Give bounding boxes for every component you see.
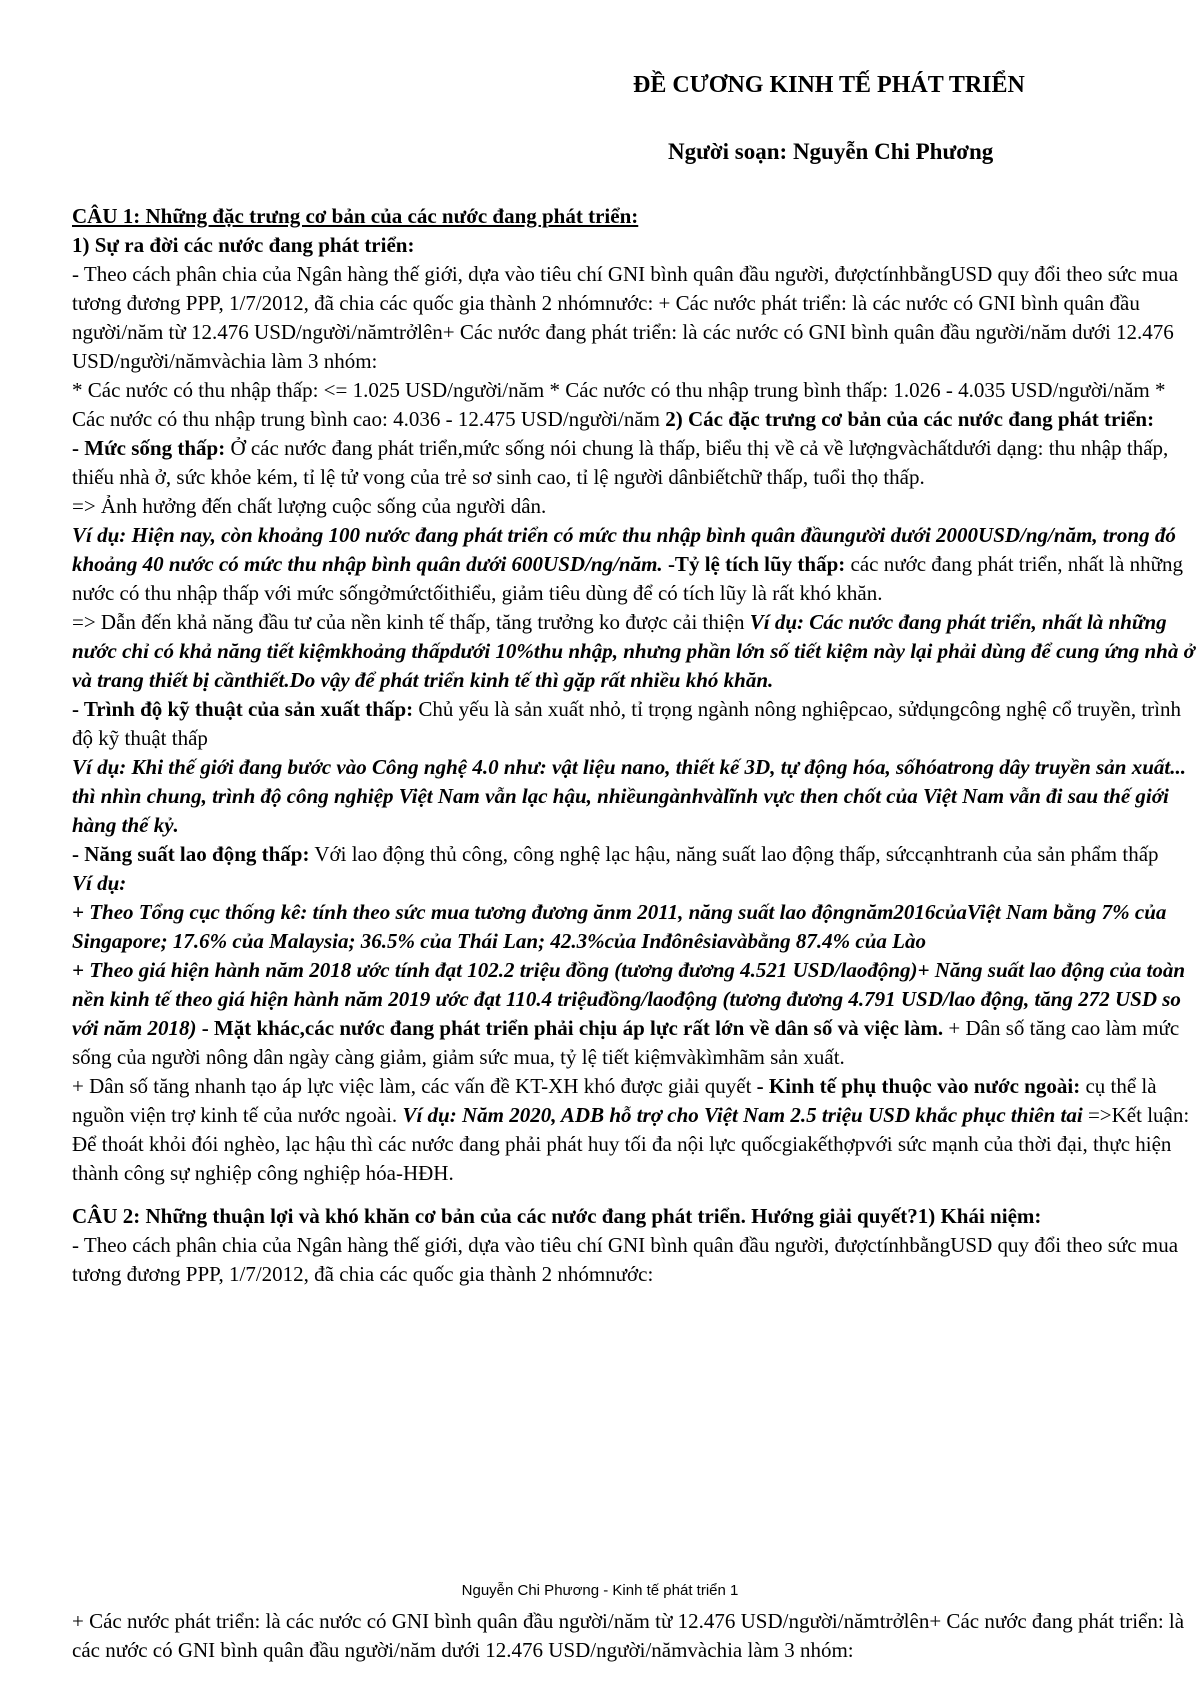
productivity-text: Với lao động thủ công, công nghệ lạc hậu, năng suất lao động thấp, sứccạnhtranh của sản phẩm thấp: [314, 842, 1159, 866]
savings-label: -Tỷ lệ tích lũy thấp:: [667, 552, 846, 576]
savings-text: các nước đang phát triển, nhất là những nước có thu nhập thấp với mức sốngởmứctốithiểu, giảm tiêu dùng để có tích lũy là rất khó khăn.: [72, 552, 1183, 605]
example-4a: + Theo Tổng cục thống kê: tính theo sức mua tương đương ănm 2011, năng suất lao độngnăm2016củaViệt Nam bằng 7% của Singapore; 17.6% của Malaysia; 36.5% của Thái Lan; 42.3%của Inđônêsiavàbằng 87.4% của Lào: [72, 900, 1167, 953]
technology: [72, 695, 1200, 753]
example-4b: + Theo giá hiện hành năm 2018 ước tính đạt 102.2 triệu đồng (tương đương 4.521 USD/laođộng)+ Năng suất lao động của toàn nền kinh tế theo giá hiện hành năm 2019 ước đạt 110.4 triệuđồng/laođộng (tương đương 4.791 USD/lao động, tăng 272 USD so với năm 2018): [72, 958, 1186, 1040]
example-4-label: Ví dụ:: [72, 871, 127, 895]
next-page-content: [72, 1607, 1200, 1665]
income-groups: * Các nước có thu nhập thấp: <= 1.025 USD/người/năm * Các nước có thu nhập trung bình thấp: 1.026 - 4.035 USD/người/năm * Các nước có thu nhập trung bình cao: 4.036 - 12.475 USD/người/năm: [72, 378, 1166, 431]
q2-heading: CÂU 2: Những thuận lợi và khó khăn cơ bản của các nước đang phát triển. Hướng giải quyết?1) Khái niệm:: [72, 1204, 1042, 1228]
living-standard: [72, 434, 1200, 492]
example-1: Ví dụ: Hiện nay, còn khoảng 100 nước đang phát triển có mức thu nhập bình quân đầungười dưới 2000USD/ng/năm, trong đó khoảng 40 nước có mức thu nhập bình quân dưới 600USD/ng/năm.: [72, 523, 1176, 576]
q1-sub1: 1) Sự ra đời các nước đang phát triển:: [72, 233, 415, 257]
page-footer: Nguyễn Chi Phương - Kinh tế phát triển 1: [461, 1582, 739, 1599]
population-text-2: + Dân số tăng nhanh tạo áp lực việc làm, các vấn đề KT-XH khó được giải quyết: [72, 1074, 752, 1098]
population-para-2: [72, 1072, 1200, 1188]
living-standard-label: - Mức sống thấp:: [72, 436, 226, 460]
population-label: - Mặt khác,các nước đang phát triển phải chịu áp lực rất lớn về dân số và việc làm.: [201, 1016, 944, 1040]
q1-heading: CÂU 1: Những đặc trưng cơ bản của các nước đang phát triển:: [72, 204, 639, 228]
technology-text: Chủ yếu là sản xuất nhỏ, tỉ trọng ngành nông nghiệpcao, sửdụngcông nghệ cổ truyền, trình độ kỹ thuật thấp: [72, 697, 1181, 750]
document-body: [72, 202, 1200, 1289]
productivity-label: - Năng suất lao động thấp:: [72, 842, 310, 866]
dependency-text: cụ thể là nguồn viện trợ kinh tế của nước ngoài.: [72, 1074, 1157, 1127]
living-standard-text: Ở các nước đang phát triển,mức sống nói chung là thấp, biểu thị về cả về lượngvàchấtdưới dạng: thu nhập thấp, thiếu nhà ở, sức khỏe kém, tỉ lệ tử vong của trẻ sơ sinh cao, tỉ lệ người dânbiếtchữ thấp, tuổi thọ thấp.: [72, 436, 1169, 489]
section-gap: [72, 1188, 1200, 1202]
technology-label: - Trình độ kỹ thuật của sản xuất thấp:: [72, 697, 414, 721]
q2-paragraph-1: - Theo cách phân chia của Ngân hàng thế giới, dựa vào tiêu chí GNI bình quân đầu người, đượctínhbằngUSD quy đổi theo sức mua tương đương PPP, 1/7/2012, đã chia các quốc gia thành 2 nhómnước:: [72, 1233, 1179, 1286]
example-2: Ví dụ: Các nước đang phát triển, nhất là những nước chỉ có khả năng tiết kiệmkhoảng thấpdưới 10%thu nhập, nhưng phần lớn số tiết kiệm này lại phải dùng để cung ứng nhà ở và trang thiết bị cầnthiết.Do vậy để phát triển kinh tế thì gặp rất nhiều khó khăn.: [72, 610, 1195, 692]
savings-effect-para: [72, 608, 1200, 695]
q1-paragraph-1: - Theo cách phân chia của Ngân hàng thế giới, dựa vào tiêu chí GNI bình quân đầu người, đượctínhbằngUSD quy đổi theo sức mua tương đương PPP, 1/7/2012, đã chia các quốc gia thành 2 nhómnước: + Các nước phát triển: là các nước có GNI bình quân đầu người/năm từ 12.476 USD/người/nămtrởlên+ Các nước đang phát triển: là các nước có GNI bình quân đầu người/năm dưới 12.476 USD/người/nămvàchia làm 3 nhóm:: [72, 262, 1179, 373]
example-5: Ví dụ: Năm 2020, ADB hỗ trợ cho Việt Nam 2.5 triệu USD khắc phục thiên tai: [402, 1103, 1083, 1127]
document-author: Người soạn: Nguyễn Chi Phương: [668, 139, 994, 164]
document-title: ĐỀ CƯƠNG KINH TẾ PHÁT TRIỂN: [633, 72, 1025, 98]
example-1-para: [72, 521, 1200, 608]
q1-paragraph-2: [72, 376, 1200, 434]
living-standard-effect: => Ảnh hưởng đến chất lượng cuộc sống của người dân.: [72, 494, 547, 518]
productivity: [72, 840, 1200, 869]
conclusion: =>Kết luận: Để thoát khỏi đói nghèo, lạc hậu thì các nước đang phải phát huy tối đa nội lực quốcgiakếthợpvới sức mạnh của thời đại, thực hiện thành công sự nghiệp công nghiệp hóa-HĐH.: [72, 1103, 1190, 1185]
dependency-label: - Kinh tế phụ thuộc vào nước ngoài:: [756, 1074, 1081, 1098]
q2-paragraph-2: + Các nước phát triển: là các nước có GNI bình quân đầu người/năm từ 12.476 USD/người/nămtrởlên+ Các nước đang phát triển: là các nước có GNI bình quân đầu người/năm dưới 12.476 USD/người/nămvàchia làm 3 nhóm:: [72, 1609, 1185, 1662]
example-3: Ví dụ: Khi thế giới đang bước vào Công nghệ 4.0 như: vật liệu nano, thiết kế 3D, tự động hóa, sốhóatrong dây truyền sản xuất... thì nhìn chung, trình độ công nghiệp Việt Nam vẫn lạc hậu, nhiềungànhvàlĩnh vực then chốt của Việt Nam vẫn đi sau thế giới hàng thế kỷ.: [72, 755, 1186, 837]
q1-sub2: 2) Các đặc trưng cơ bản của các nước đang phát triển:: [665, 407, 1155, 431]
example-4b-para: [72, 956, 1200, 1072]
population-text: + Dân số tăng cao làm mức sống của người nông dân ngày càng giảm, giảm sức mua, tỷ lệ tiết kiệmvàkìmhãm sản xuất.: [72, 1016, 1180, 1069]
savings-effect: => Dẫn đến khả năng đầu tư của nền kinh tế thấp, tăng trưởng ko được cải thiện: [72, 610, 745, 634]
